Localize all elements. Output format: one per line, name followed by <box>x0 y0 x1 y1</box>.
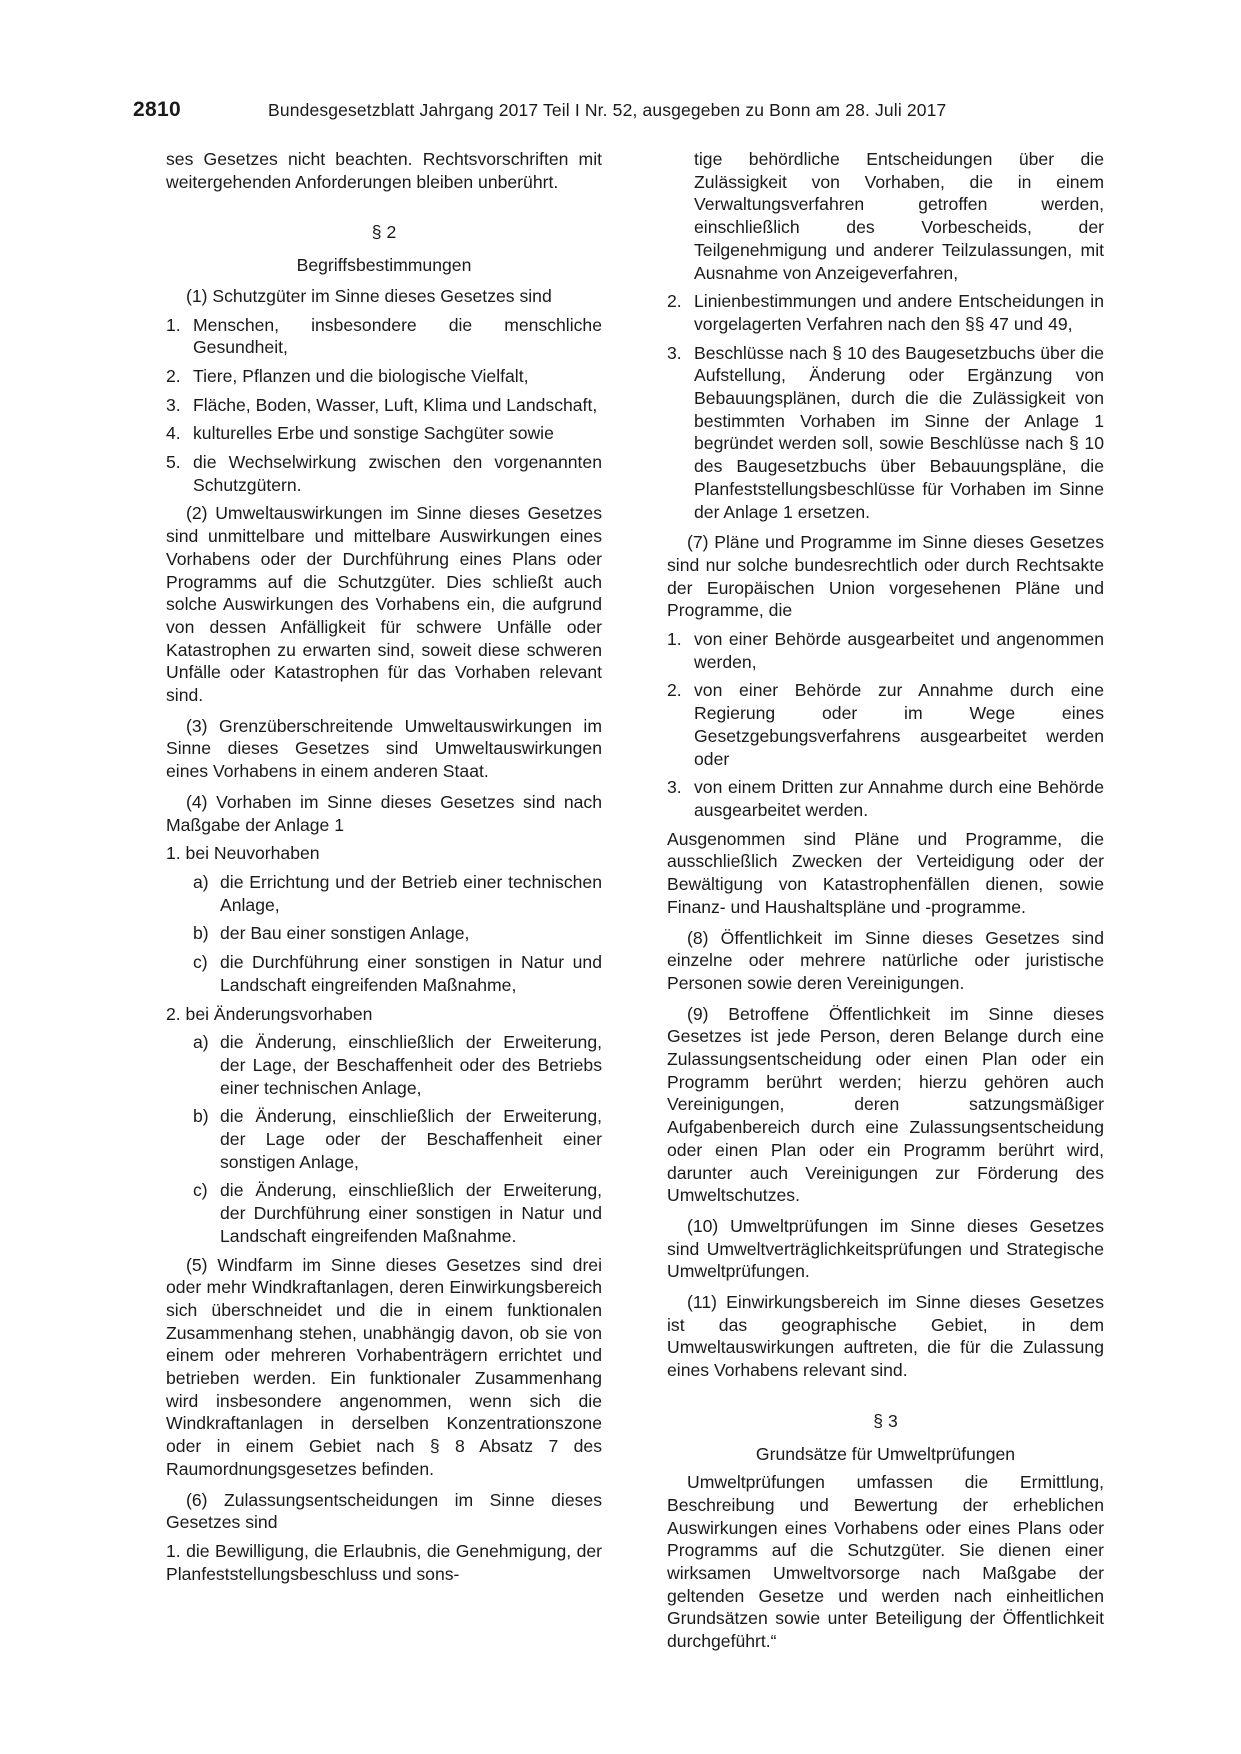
list-item <box>667 679 1104 770</box>
list-item-heading: 2. bei Änderungsvorhaben <box>166 1003 373 1024</box>
list-item-number: 1. <box>166 314 181 335</box>
list-item-number: 2. <box>667 291 682 312</box>
left-column <box>166 148 602 1585</box>
list-item-text: Menschen, insbesondere die menschliche Gesundheit, <box>193 314 602 358</box>
list-item-number: 3. <box>166 394 181 415</box>
sub-item-text: der Bau einer sonstigen Anlage, <box>220 923 470 944</box>
list-item <box>667 628 1104 673</box>
sub-item-letter: a) <box>193 871 209 892</box>
paragraph-10: (10) Umweltprüfungen im Sinne dieses Gesetzes sind Umweltverträglichkeitsprüfungen und Strategische Umweltprüfungen. <box>667 1215 1104 1282</box>
list-item-text: Linienbestimmungen und andere Entscheidungen in vorgelagerten Verfahren nach den §§ 47 und 49, <box>694 291 1104 334</box>
sub-item-letter: c) <box>193 1180 208 1201</box>
list-item-text: von einem Dritten zur Annahme durch eine Behörde ausgearbeitet werden. <box>694 777 1104 820</box>
paragraph-6: (6) Zulassungsentscheidungen im Sinne dieses Gesetzes sind <box>166 1489 602 1533</box>
section-2-number: § 2 <box>371 222 397 243</box>
list-item-number: 3. <box>667 342 682 363</box>
list-item <box>667 342 1104 524</box>
list-item <box>667 776 1104 821</box>
list-item-text: kulturelles Erbe und sonstige Sachgüter sowie <box>193 423 554 444</box>
list-item <box>166 314 602 359</box>
sub-list-item <box>166 922 602 945</box>
list-item-number: 2. <box>667 680 682 701</box>
list-item-number: 1. <box>667 629 682 650</box>
sub-list-item <box>166 951 602 996</box>
sub-item-letter: b) <box>193 923 209 944</box>
paragraph-4: (4) Vorhaben im Sinne dieses Gesetzes sind nach Maßgabe der Anlage 1 <box>166 791 602 835</box>
sub-item-letter: c) <box>193 952 208 973</box>
sub-item-text: die Errichtung und der Betrieb einer technischen Anlage, <box>220 871 602 915</box>
paragraph-8: (8) Öffentlichkeit im Sinne dieses Gesetzes sind einzelne oder mehrere natürliche oder juristische Personen sowie deren Vereinigungen. <box>667 927 1104 993</box>
right-column <box>667 148 1104 1653</box>
list-item <box>166 422 602 445</box>
running-head: Bundesgesetzblatt Jahrgang 2017 Teil I Nr. 52, ausgegeben zu Bonn am 28. Juli 2017 <box>268 100 947 120</box>
sub-list-item <box>166 1179 602 1247</box>
paragraph-9: (9) Betroffene Öffentlichkeit im Sinne dieses Gesetzes ist jede Person, deren Belange durch eine Zulassungsentscheidung oder einen Plan oder ein Programm berührt werden; hierzu gehören auch Vereinigungen, deren satzungsmäßiger Aufgabenbereich durch eine Zulassungsentscheidung oder einen Plan oder ein Programm berührt wird, darunter auch Vereinigungen zur Förderung des Umweltschutzes. <box>667 1003 1104 1206</box>
list-item-number: 5. <box>166 452 181 473</box>
section-2-title: Begriffsbestimmungen <box>296 255 472 276</box>
sub-item-text: die Änderung, einschließlich der Erweiterung, der Lage oder der Beschaffenheit einer sonstigen Anlage, <box>220 1106 602 1172</box>
sub-item-letter: a) <box>193 1032 209 1053</box>
page-number: 2810 <box>133 98 181 121</box>
sub-item-letter: b) <box>193 1106 209 1127</box>
sub-item-text: die Änderung, einschließlich der Erweiterung, der Durchführung einer sonstigen in Natur und Landschaft eingreifenden Maßnahme. <box>220 1180 602 1246</box>
list-item-text: Beschlüsse nach § 10 des Baugesetzbuchs über die Aufstellung, Änderung oder Ergänzung von Bebauungsplänen, durch die die Zulässigkeit von bestimmten Vorhaben im Sinne der Anlage 1 begründet werden soll, sowie Beschlüsse nach § 10 des Baugesetzbuchs über Bebauungspläne, die Planfeststellungsbeschlüsse für Vorhaben im Sinne der Anlage 1 ersetzen. <box>694 342 1104 522</box>
list-item-text: von einer Behörde ausgearbeitet und angenommen werden, <box>694 629 1104 672</box>
paragraph-3: (3) Grenzüberschreitende Umweltauswirkungen im Sinne dieses Gesetzes sind Umweltauswirkungen eines Vorhabens in einem anderen Staat. <box>166 715 602 782</box>
list-item <box>166 394 602 417</box>
list-item-text: von einer Behörde zur Annahme durch eine Regierung oder im Wege eines Gesetzgebungsverfahrens ausgearbeitet werden oder <box>694 680 1104 769</box>
list-item-text: Fläche, Boden, Wasser, Luft, Klima und Landschaft, <box>193 394 598 415</box>
paragraph-6-item-1-start: 1. die Bewilligung, die Erlaubnis, die Genehmigung, der Planfeststellungsbeschluss und sons- <box>166 1540 602 1584</box>
section-3-text: Umweltprüfungen umfassen die Ermittlung, Beschreibung und Bewertung der erheblichen Auswirkungen eines Vorhabens oder eines Plans oder Programms auf die Schutzgüter. Sie dienen einer wirksamen Umweltvorsorge nach Maßgabe der geltenden Gesetze und werden nach einheitlichen Grundsätzen sowie unter Beteiligung der Öffentlichkeit durchgeführt.“ <box>667 1472 1104 1652</box>
sub-list-item <box>166 871 602 916</box>
list-item <box>166 451 602 496</box>
intro-paragraph: ses Gesetzes nicht beachten. Rechtsvorschriften mit weitergehenden Anforderungen bleiben unberührt. <box>166 149 602 192</box>
sub-list-item <box>166 1105 602 1173</box>
list-item <box>667 290 1104 335</box>
paragraph-11: (11) Einwirkungsbereich im Sinne dieses Gesetzes ist das geographische Gebiet, in dem Umweltauswirkungen auftreten, die für die Zulassung eines Vorhabens relevant sind. <box>667 1292 1104 1381</box>
list-item-heading: 1. bei Neuvorhaben <box>166 843 320 864</box>
paragraph-2: (2) Umweltauswirkungen im Sinne dieses Gesetzes sind unmittelbare und mittelbare Auswirkungen eines Vorhabens oder der Durchführung eines Plans oder Programms auf die Schutzgüter. Dies schließt auch solche Auswirkungen des Vorhabens ein, die aufgrund von dessen Anfälligkeit für schwere Unfälle oder Katastrophen zu erwarten sind, soweit diese schweren Unfälle oder Katastrophen für das Vorhaben relevant sind. <box>166 503 602 706</box>
sub-list-item <box>166 1031 602 1099</box>
list-item <box>166 365 602 388</box>
paragraph-7: (7) Pläne und Programme im Sinne dieses Gesetzes sind nur solche bundesrechtlich oder durch Rechtsakte der Europäischen Union vorgesehenen Pläne und Programme, die <box>667 532 1104 621</box>
paragraph-6-item-1-continued: tige behördliche Entscheidungen über die Zulässigkeit von Vorhaben, die in einem Verwaltungsverfahren getroffen werden, einschließlich des Vorbescheids, der Teilgenehmigung und anderer Teilzulassungen, mit Ausnahme von Anzeigeverfahren, <box>694 149 1104 283</box>
list-item-number: 3. <box>667 777 682 798</box>
paragraph-7-tail: Ausgenommen sind Pläne und Programme, die ausschließlich Zwecken der Verteidigung oder der Bewältigung von Katastrophenfällen dienen, sowie Finanz- und Haushaltspläne und -programme. <box>667 828 1104 917</box>
paragraph-5: (5) Windfarm im Sinne dieses Gesetzes sind drei oder mehr Windkraftanlagen, deren Einwirkungsbereich sich überschneidet und die in einem funktionalen Zusammenhang stehen, unabhängig davon, ob sie von einem oder mehreren Vorhabenträgern errichtet und betrieben werden. Ein funktionaler Zusammenhang wird insbesondere angenommen, wenn sich die Windkraftanlagen in derselben Konzentrationszone oder in einem Gebiet nach § 8 Absatz 7 des Raumordnungsgesetzes befinden. <box>166 1254 602 1479</box>
section-3-title: Grundsätze für Umweltprüfungen <box>755 1443 1016 1464</box>
section-3-number: § 3 <box>873 1410 898 1431</box>
sub-item-text: die Durchführung einer sonstigen in Natur und Landschaft eingreifenden Maßnahme, <box>220 952 602 995</box>
paragraph-1: (1) Schutzgüter im Sinne dieses Gesetzes sind <box>186 285 552 306</box>
sub-item-text: die Änderung, einschließlich der Erweiterung, der Lage, der Beschaffenheit oder des Betriebs einer technischen Anlage, <box>220 1032 602 1098</box>
list-item-text: Tiere, Pflanzen und die biologische Vielfalt, <box>193 365 529 386</box>
list-item-number: 4. <box>166 423 181 444</box>
list-item-number: 2. <box>166 365 181 386</box>
list-item-text: die Wechselwirkung zwischen den vorgenannten Schutzgütern. <box>193 452 602 495</box>
